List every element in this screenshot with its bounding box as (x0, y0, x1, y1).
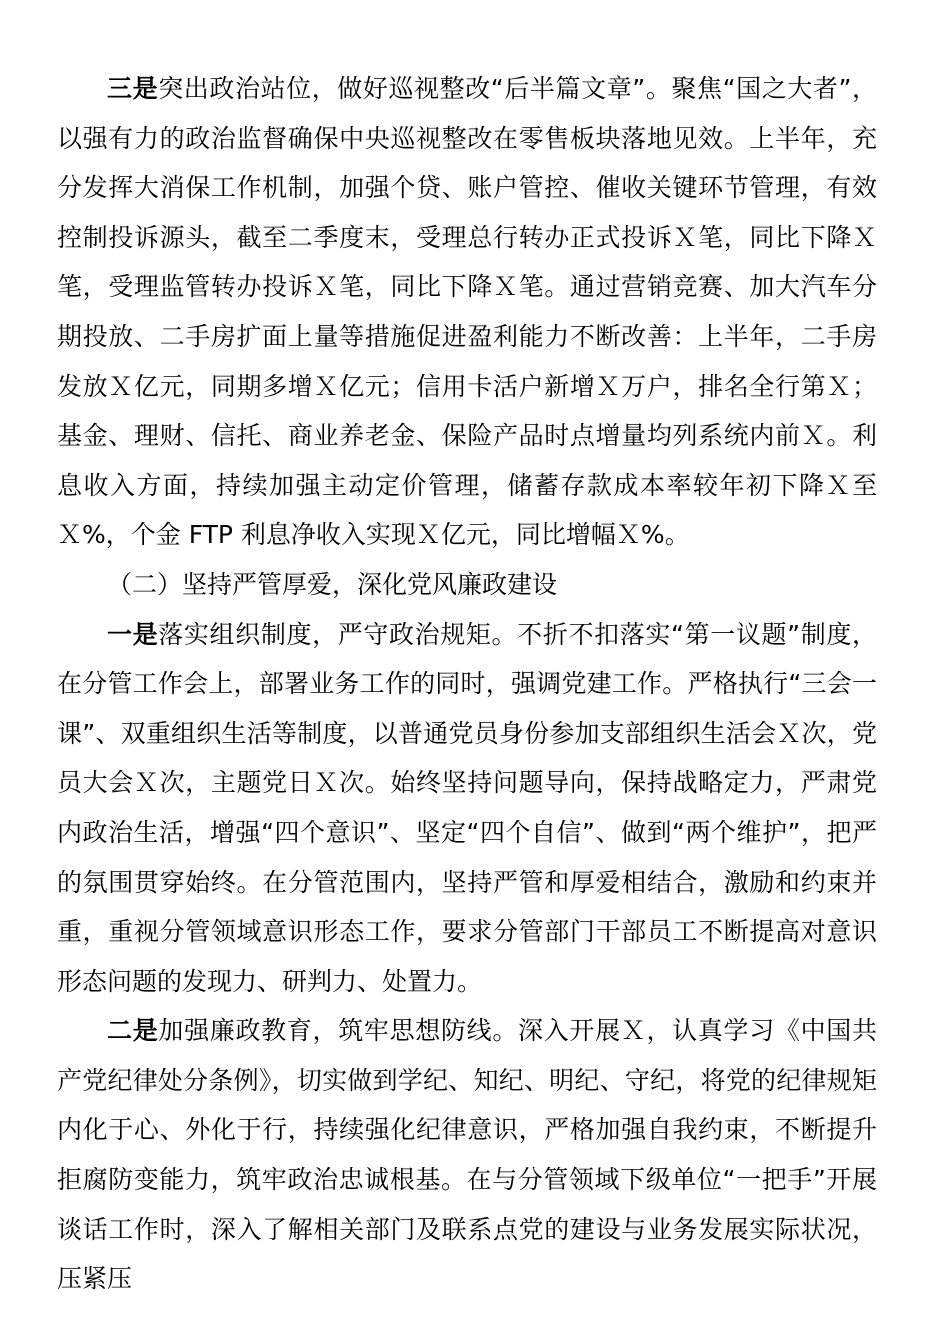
paragraph-integrity-education (57, 1006, 877, 1304)
paragraph-text: 落实组织制度，严守政治规矩。不折不扣落实“第一议题”制度，在分管工作会上，部署业务工作的同时，强调党建工作。严格执行“三会一课”、双重组织生活等制度，以普通党员身份参加支部组织生活会Ｘ次，党员大会Ｘ次，主题党日Ｘ次。始终坚持问题导向，保持战略定力，严肃党内政治生活，增强“四个意识”、坚定“四个自信”、做到“两个维护”，把严的氛围贯穿始终。在分管范围内，坚持严管和厚爱相结合，激励和约束并重，重视分管领域意识形态工作，要求分管部门干部员工不断提高对意识形态问题的发现力、研判力、处置力。 (57, 619, 877, 996)
paragraph-text: 突出政治站位，做好巡视整改“后半篇文章”。聚焦“国之大者”，以强有力的政治监督确保中央巡视整改在零售板块落地见效。上半年，充分发挥大消保工作机制，加强个贷、账户管控、催收关键环节管理，有效控制投诉源头，截至二季度末，受理总行转办正式投诉Ｘ笔，同比下降Ｘ笔，受理监管转办投诉Ｘ笔，同比下降Ｘ笔。通过营销竞赛、加大汽车分期投放、二手房扩面上量等措施促进盈利能力不断改善：上半年，二手房发放Ｘ亿元，同期多增Ｘ亿元；信用卡活户新增Ｘ万户，排名全行第Ｘ；基金、理财、信托、商业养老金、保险产品时点增量均列系统内前Ｘ。利息收入方面，持续加强主动定价管理，储蓄存款成本率较年初下降Ｘ至Ｘ%，个金 FTP 利息净收入实现Ｘ亿元，同比增幅Ｘ%。 (57, 74, 877, 550)
section-heading-party-conduct (57, 560, 877, 610)
paragraph-lead: 二是 (107, 1016, 159, 1046)
paragraph-political-stance (57, 64, 877, 560)
paragraph-lead: 一是 (107, 619, 159, 649)
paragraph-text: 加强廉政教育，筑牢思想防线。深入开展Ｘ，认真学习《中国共产党纪律处分条例》，切实做到学纪、知纪、明纪、守纪，将党的纪律规矩内化于心、外化于行，持续强化纪律意识，严格加强自我约束，不断提升拒腐防变能力，筑牢政治忠诚根基。在与分管领域下级单位“一把手”开展谈话工作时，深入了解相关部门及联系点党的建设与业务发展实际状况，压紧压 (57, 1016, 877, 1294)
paragraph-lead: 三是 (107, 74, 159, 103)
document-body (57, 64, 877, 1304)
section-heading-text: （二）坚持严管厚爱，深化党风廉政建设 (107, 569, 558, 599)
paragraph-organization-system (57, 610, 877, 1007)
